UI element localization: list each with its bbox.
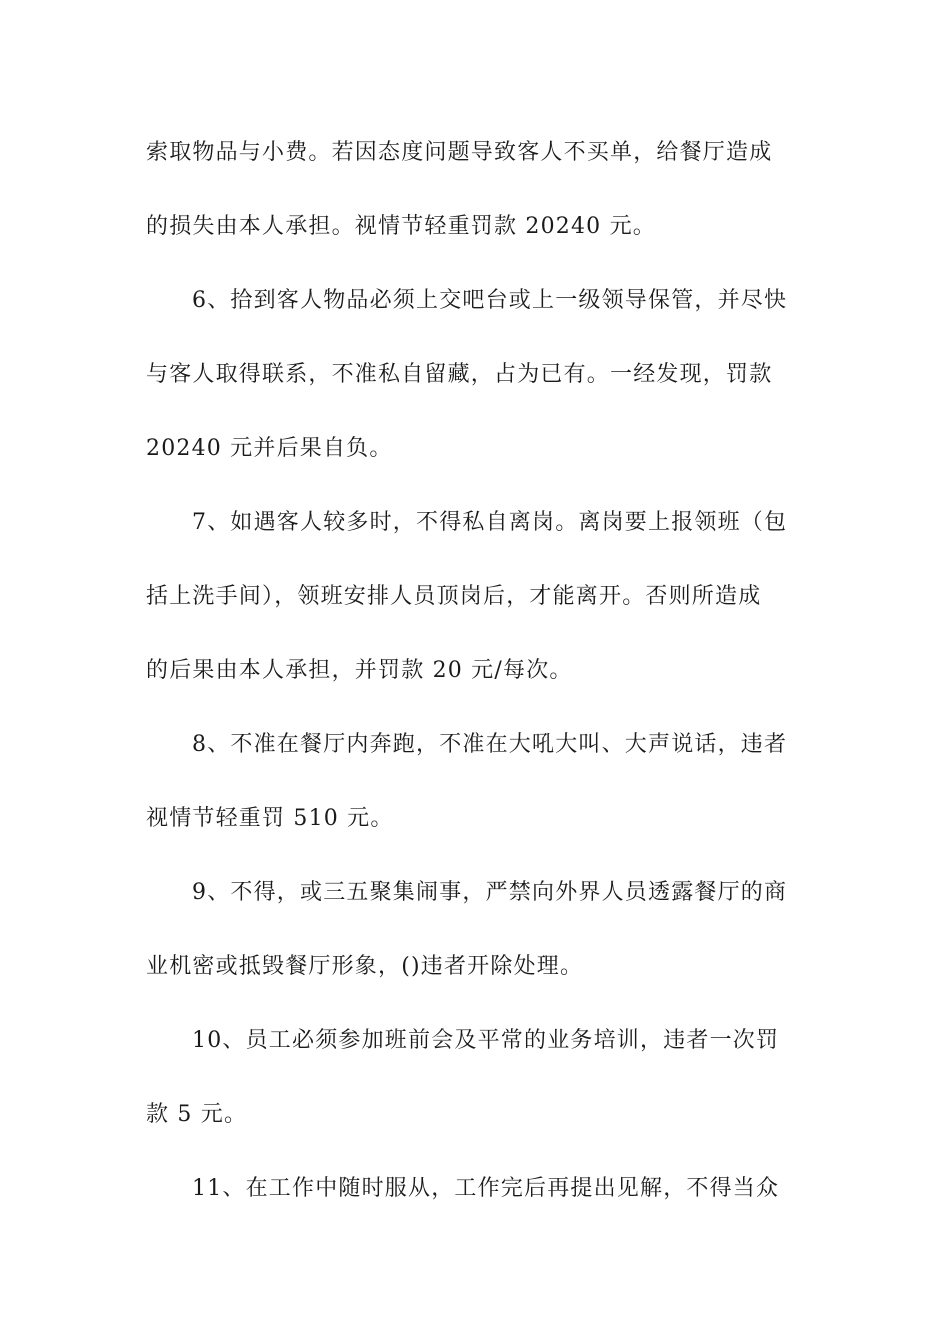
text-line: 8、不准在餐厅内奔跑，不准在大吼大叫、大声说话，违者 — [192, 732, 788, 757]
paragraph-item-10 — [146, 1019, 806, 1167]
paragraph-item-11 — [146, 1167, 806, 1241]
paragraph-item-6 — [146, 279, 806, 501]
paragraph-item-9 — [146, 871, 806, 1019]
text-line: 索取物品与小费。若因态度问题导致客人不买单，给餐厅造成 — [146, 140, 773, 165]
text-line: 业机密或抵毁餐厅形象，()违者开除处理。 — [146, 954, 584, 979]
text-line: 7、如遇客人较多时，不得私自离岗。离岗要上报领班（包 — [192, 510, 788, 535]
text-line: 的后果由本人承担，并罚款 20 元/每次。 — [146, 658, 573, 683]
text-line: 视情节轻重罚 510 元。 — [146, 806, 394, 831]
text-line: 10、员工必须参加班前会及平常的业务培训，违者一次罚 — [192, 1028, 780, 1053]
text-line: 9、不得，或三五聚集闹事，严禁向外界人员透露餐厅的商 — [192, 880, 788, 905]
paragraph-continuation — [146, 131, 806, 279]
text-line: 与客人取得联系，不准私自留藏，占为已有。一经发现，罚款 — [146, 362, 773, 387]
text-line: 11、在工作中随时服从，工作完后再提出见解，不得当众 — [192, 1176, 780, 1201]
paragraph-item-8 — [146, 723, 806, 871]
text-line: 20240 元并后果自负。 — [146, 436, 393, 461]
text-line: 的损失由本人承担。视情节轻重罚款 20240 元。 — [146, 214, 656, 239]
text-line: 6、拾到客人物品必须上交吧台或上一级领导保管，并尽快 — [192, 288, 788, 313]
text-line: 括上洗手间），领班安排人员顶岗后，才能离开。否则所造成 — [146, 584, 762, 609]
document-body — [146, 131, 806, 1241]
paragraph-item-7 — [146, 501, 806, 723]
text-line: 款 5 元。 — [146, 1102, 248, 1127]
